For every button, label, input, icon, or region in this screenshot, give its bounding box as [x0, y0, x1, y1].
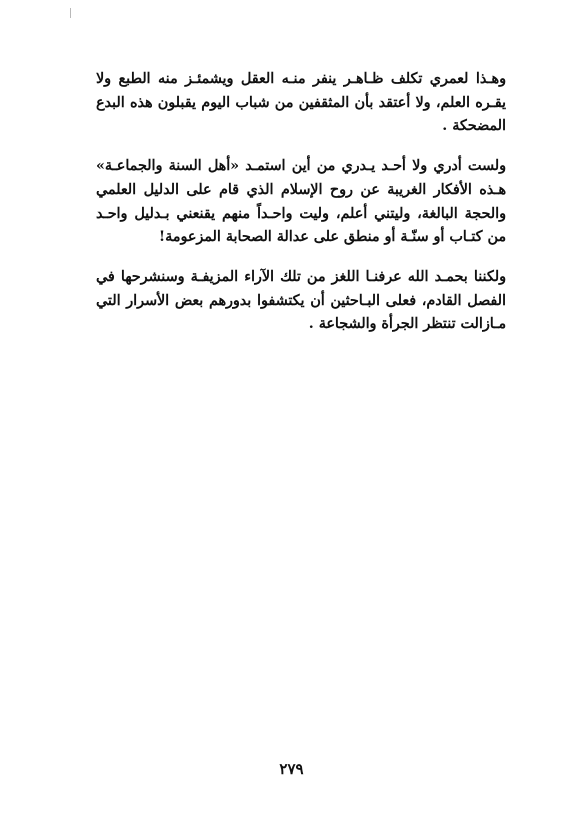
page-number: ٢٧٩ [279, 760, 304, 778]
scan-mark [70, 8, 71, 18]
paragraph-1: وهـذا لعمري تكلف ظـاهـر ينفر منـه العقل ويشمئـز منه الطبع ولا يقـره العلم، ولا أعتقد بأن المثقفين من شباب اليوم يقبلون هذه البدع المضحكة . [96, 71, 506, 135]
body-text [96, 68, 506, 353]
paragraph-2: ولست أدري ولا أحـد يـدري من أين استمـد «أهل السنة والجماعـة» هـذه الأفكار الغريبة عن روح الإسلام الذي قام على الدليل العلمي والحجة البالغة، وليتني أعلم، وليت واحـداً منهم يقنعني بـدليل واحـد من كتـاب أو سنّـة أو منطق على عدالة الصحابة المزعومة! [96, 158, 506, 246]
paragraph-3: ولكننا بحمـد الله عرفنـا اللغز من تلك الآراء المزيفـة وسنشرحها في الفصل القادم، فعلى البـاحثين أن يكتشفوا بدورهم بعض الأسرار التي مـازالت تنتظر الجرأة والشجاعة . [96, 269, 506, 333]
